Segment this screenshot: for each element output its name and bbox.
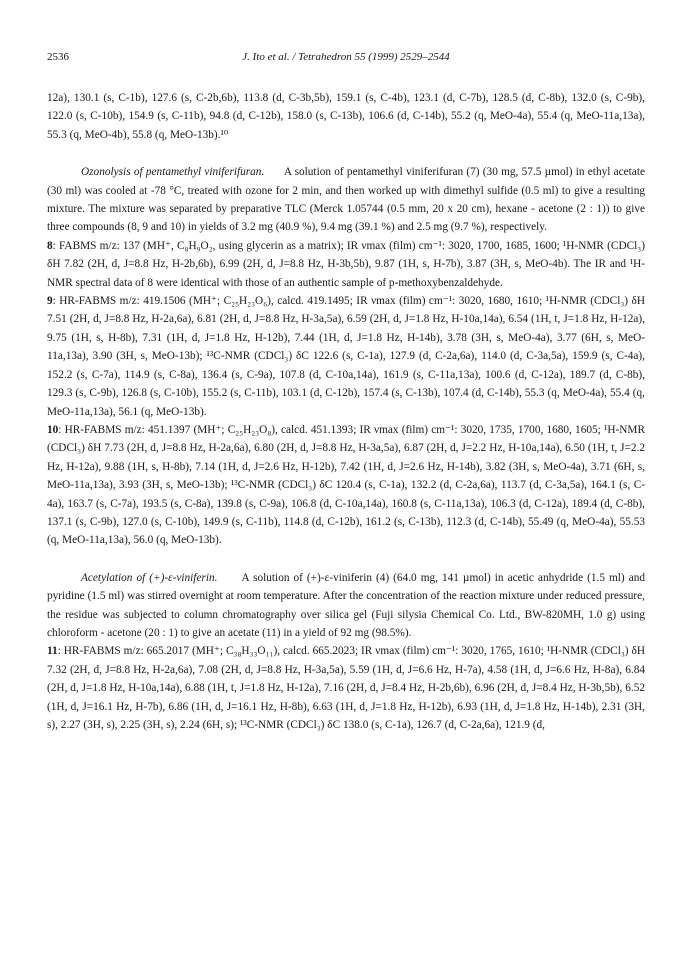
ozonolysis-heading: Ozonolysis of pentamethyl viniferifuran.: [81, 166, 265, 179]
acetylation-text: A solution of (+)-ε-viniferin (4) (64.0 mg, 141 µmol) in acetic anhydride (1.5 ml) and pyridine (1.5 ml) was stirred overnight at room temperature. After the concentration of the reaction mixture under reduced pressure, the residue was subjected to column chromatography over silica gel (Fuji silysia Chemical Co. Ltd., BW-820MH, 1.0 g) using chloroform - acetone (20 : 1) to give an acetate (11) in a yield of 92 mg (98.5%).: [47, 571, 646, 639]
acetylation-paragraph: [47, 569, 645, 643]
page-body: [47, 89, 645, 734]
compound-11-paragraph: [47, 642, 645, 734]
carryover-text: 12a), 130.1 (s, C-1b), 127.6 (s, C-2b,6b), 113.8 (d, C-3b,5b), 159.1 (s, C-4b), 123.1 (d, C-7b), 128.5 (d, C-8b), 132.0 (s, C-9b), 122.0 (s, C-10b), 154.9 (s, C-11b), 94.8 (d, C-12b), 158.0 (s, C-13b), 106.6 (d, C-14b), 55.2 (q, MeO-4a), 55.4 (q, MeO-11a,13a), 55.3 (q, MeO-4b), 55.8 (q, MeO-13b).¹⁰: [47, 92, 645, 141]
carryover-paragraph: [47, 89, 645, 144]
ozonolysis-text: A solution of pentamethyl viniferifuran (7) (30 mg, 57.5 µmol) in ethyl acetate (30 ml) was cooled at -78 °C, treated with ozone for 2 min, and then worked up with dimethyl sulfide (0.5 ml) to give a resulting mixture. The mixture was separated by preparative TLC (Merck 1.05744 (0.5 mm, 20 x 20 cm), hexane - acetone (2 : 1)) to give three compounds (8, 9 and 10) in yields of 3.2 mg (40.9 %), 9.4 mg (39.1 %) and 2.5 mg (9.7 %), respectively.: [47, 166, 645, 234]
compound-10-text: : HR-FABMS m/z: 451.1397 (MH⁺; C₂₅H₂₃O₈), calcd. 451.1393; IR νmax (film) cm⁻¹: 3020, 1735, 1700, 1680, 1605; ¹H-NMR (CDCl₃) δH 7.73 (2H, d, J=8.8 Hz, H-2a,6a), 6.80 (2H, d, J=8.8 Hz, H-3a,5a), 6.87 (2H, d, J=2.2 Hz, H-10a,14a), 6.50 (1H, t, J=2.2 Hz, H-12a), 9.88 (1H, s, H-8b), 7.14 (1H, d, J=2.6 Hz, H-12b), 7.42 (1H, d, J=2.6 Hz, H-14b), 3.82 (3H, s, MeO-4a), 3.71 (6H, s, MeO-11a,13a), 3.93 (3H, s, MeO-13b); ¹³C-NMR (CDCl₃) δC 120.4 (s, C-1a), 132.2 (d, C-2a,6a), 113.7 (d, C-3a,5a), 164.1 (s, C-4a), 163.7 (s, C-7a), 193.5 (s, C-8a), 139.8 (s, C-9a), 106.8 (d, C-10a,14a), 160.8 (s, C-11a,13a), 106.3 (d, C-12a), 189.4 (d, C-8b), 137.1 (s, C-9b), 127.0 (s, C-10b), 149.9 (s, C-11b), 114.8 (d, C-12b), 161.2 (s, C-13b), 112.3 (d, C-14b), 55.49 (q, MeO-4a), 55.53 (q, MeO-11a,13a), 56.0 (q, MeO-13b).: [47, 423, 645, 547]
compound-10-label: 10: [47, 423, 59, 436]
compound-11-label: 11: [47, 645, 58, 658]
compound-8-label: 8: [47, 239, 53, 252]
section-gap: [47, 144, 645, 163]
compound-9-label: 9: [47, 295, 53, 308]
running-title: J. Ito et al. / Tetrahedron 55 (1999) 2529–2544: [242, 51, 450, 63]
compound-9-paragraph: [47, 292, 645, 421]
compound-11-text: : HR-FABMS m/z: 665.2017 (MH⁺; C₃₈H₃₃O₁₁), calcd. 665.2023; IR νmax (film) cm⁻¹: 3020, 1765, 1610; ¹H-NMR (CDCl₃) δH 7.32 (2H, d, J=8.8 Hz, H-2a,6a), 7.08 (2H, d, J=8.8 Hz, H-3a,5a), 5.59 (1H, d, J=6.6 Hz, H-7a), 4.58 (1H, d, J=6.6 Hz, H-8a), 6.84 (2H, d, J=1.8 Hz, H-10a,14a), 6.88 (1H, t, J=1.8 Hz, H-12a), 7.16 (2H, d, J=8.4 Hz, H-2b,6b), 6.96 (2H, d, J=8.4 Hz, H-3b,5b), 6.52 (1H, d, J=16.1 Hz, H-7b), 6.86 (1H, d, J=16.1 Hz, H-8b), 6.63 (1H, d, J=1.8 Hz, H-12b), 6.93 (1H, d, J=1.8 Hz, H-14b), 2.31 (3H, s), 2.27 (3H, s), 2.25 (3H, s), 2.24 (6H, s); ¹³C-NMR (CDCl₃) δC 138.0 (s, C-1a), 126.7 (d, C-2a,6a), 121.9 (d,: [47, 645, 645, 731]
page-header: [47, 48, 645, 66]
compound-8-paragraph: [47, 237, 645, 292]
compound-9-text: : HR-FABMS m/z: 419.1506 (MH⁺; C₂₅H₂₃O₆), calcd. 419.1495; IR νmax (film) cm⁻¹: 3020, 1680, 1610; ¹H-NMR (CDCl₃) δH 7.51 (2H, d, J=8.8 Hz, H-2a,6a), 6.81 (2H, d, J=8.8 Hz, H-3a,5a), 6.59 (2H, d, J=1.8 Hz, H-10a,14a), 6.54 (1H, t, J=1.8 Hz, H-12a), 9.75 (1H, s, H-8b), 7.31 (1H, d, J=1.8 Hz, H-12b), 7.44 (1H, d, J=1.8 Hz, H-14b), 3.78 (3H, s, MeO-4a), 3.77 (6H, s, MeO-11a,13a), 3.90 (3H, s, MeO-13b); ¹³C-NMR (CDCl₃) δC 122.6 (s, C-1a), 127.9 (d, C-2a,6a), 114.0 (d, C-3a,5a), 159.9 (s, C-4a), 152.2 (s, C-7a), 114.9 (s, C-8a), 136.4 (s, C-9a), 107.8 (d, C-10a,14a), 161.9 (s, C-11a,13a), 100.6 (d, C-12a), 189.7 (d, C-8b), 129.3 (s, C-9b), 126.8 (s, C-10b), 155.2 (s, C-11b), 103.1 (d, C-12b), 157.4 (s, C-13b), 107.4 (d, C-14b), 55.3 (q, MeO-4a), 55.4 (q, MeO-11a,13a), 56.1 (q, MeO-13b).: [47, 295, 645, 418]
compound-8-text: : FABMS m/z: 137 (MH⁺, C₈H₉O₂, using glycerin as a matrix); IR νmax (film) cm⁻¹: 3020, 1700, 1685, 1600; ¹H-NMR (CDCl₃) δH 7.82 (2H, d, J=8.8 Hz, H-2b,6b), 6.99 (2H, d, J=8.8 Hz, H-3b,5b), 9.87 (1H, s, H-7b), 3.87 (3H, s, MeO-4b). The IR and ¹H-NMR spectral data of 8 were identical with those of an authentic sample of p-methoxybenzaldehyde.: [47, 239, 645, 289]
compound-10-paragraph: [47, 421, 645, 550]
section-gap: [47, 550, 645, 569]
ozonolysis-paragraph: [47, 163, 645, 237]
acetylation-heading: Acetylation of (+)-ε-viniferin.: [81, 571, 218, 584]
page-number: 2536: [47, 51, 69, 63]
